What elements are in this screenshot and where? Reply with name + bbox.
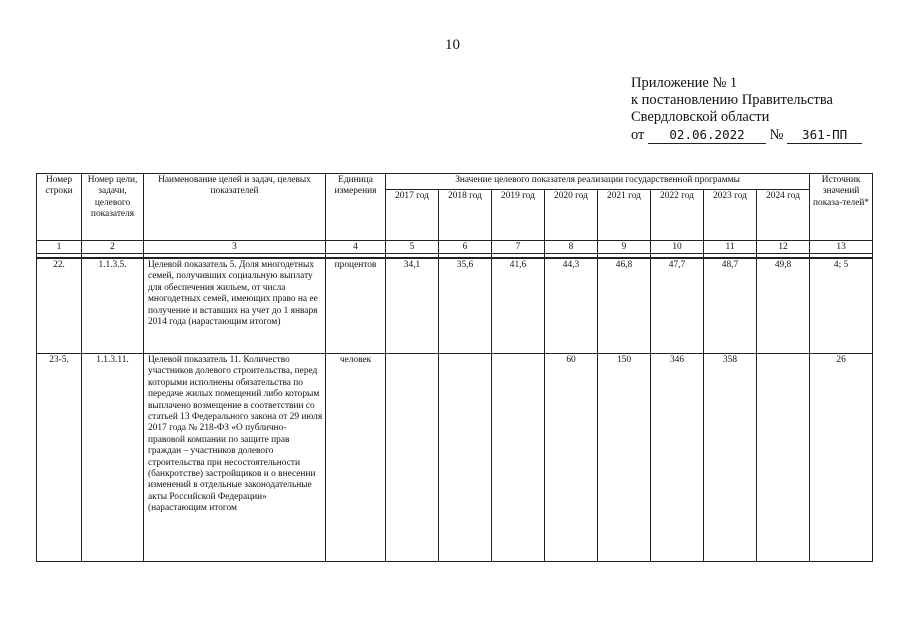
appendix-decree-line: к постановлению Правительства bbox=[631, 92, 833, 108]
header-row-no: Номер строки bbox=[37, 174, 82, 241]
column-number: 1 bbox=[37, 241, 82, 254]
year-value bbox=[386, 354, 439, 562]
year-value: 49,8 bbox=[757, 258, 810, 354]
header-year: 2018 год bbox=[439, 190, 492, 241]
header-year: 2019 год bbox=[492, 190, 545, 241]
header-year: 2020 год bbox=[545, 190, 598, 241]
year-value: 150 bbox=[598, 354, 651, 562]
year-value: 41,6 bbox=[492, 258, 545, 354]
column-number: 12 bbox=[757, 241, 810, 254]
unit: человек bbox=[326, 354, 386, 562]
goal-number: 1.1.3.11. bbox=[82, 354, 144, 562]
appendix-title: Приложение № 1 bbox=[631, 75, 738, 91]
column-number: 10 bbox=[651, 241, 704, 254]
header-year: 2023 год bbox=[704, 190, 757, 241]
header-year: 2024 год bbox=[757, 190, 810, 241]
year-value: 60 bbox=[545, 354, 598, 562]
unit: процентов bbox=[326, 258, 386, 354]
indicator-name: Целевой показатель 5. Доля многодетных семей, получивших социальную выплату для обеспечения жильем, от числа многодетных семей, имеющих право на ее получение и вставших на учет до 1 января 2014 года (нарастающим итогом) bbox=[144, 258, 326, 354]
column-number: 5 bbox=[386, 241, 439, 254]
year-value bbox=[757, 354, 810, 562]
row-number: 22. bbox=[37, 258, 82, 354]
table-row bbox=[37, 258, 873, 354]
column-number: 9 bbox=[598, 241, 651, 254]
page-number: 10 bbox=[445, 37, 460, 53]
indicator-name: Целевой показатель 11. Количество участников долевого строительства, перед которыми исполнены обязательства по передаче жилых помещений либо которым выплачено возмещение в соответствии со статьей 13 Федерального закона от 29 июля 2017 года № 218-ФЗ «О публично-правовой компании по защите прав граждан – участников долевого строительства при несостоятельности (банкротстве) застройщиков и о внесении изменений в отдельные законодательные акты Российской Федерации» (нарастающим итогом bbox=[144, 354, 326, 562]
header-row bbox=[37, 174, 873, 190]
source: 26 bbox=[810, 354, 873, 562]
header-goal-no: Номер цели, задачи, целевого показателя bbox=[82, 174, 144, 241]
year-value: 34,1 bbox=[386, 258, 439, 354]
header-year: 2017 год bbox=[386, 190, 439, 241]
year-value: 346 bbox=[651, 354, 704, 562]
column-number: 2 bbox=[82, 241, 144, 254]
year-value: 48,7 bbox=[704, 258, 757, 354]
number-label: № bbox=[769, 127, 784, 143]
column-number: 13 bbox=[810, 241, 873, 254]
year-value: 44,3 bbox=[545, 258, 598, 354]
header-source: Источник значений показа-телей* bbox=[810, 174, 873, 241]
year-value bbox=[492, 354, 545, 562]
year-value bbox=[439, 354, 492, 562]
column-number: 7 bbox=[492, 241, 545, 254]
indicators-table bbox=[36, 173, 873, 562]
header-value-group: Значение целевого показателя реализации государственной программы bbox=[386, 174, 810, 190]
decree-number: 361-ПП bbox=[787, 126, 862, 144]
year-value: 47,7 bbox=[651, 258, 704, 354]
year-value: 46,8 bbox=[598, 258, 651, 354]
from-label: от bbox=[631, 127, 645, 143]
header-year: 2021 год bbox=[598, 190, 651, 241]
column-number: 11 bbox=[704, 241, 757, 254]
header-name: Наименование целей и задач, целевых показателей bbox=[144, 174, 326, 241]
goal-number: 1.1.3.5. bbox=[82, 258, 144, 354]
decree-date: 02.06.2022 bbox=[648, 126, 766, 144]
appendix-date-line bbox=[631, 126, 862, 144]
table-row bbox=[37, 354, 873, 562]
appendix-header bbox=[631, 75, 862, 144]
column-number: 8 bbox=[545, 241, 598, 254]
year-value: 358 bbox=[704, 354, 757, 562]
column-number: 6 bbox=[439, 241, 492, 254]
header-unit: Единица измерения bbox=[326, 174, 386, 241]
year-value: 35,6 bbox=[439, 258, 492, 354]
source: 4; 5 bbox=[810, 258, 873, 354]
appendix-region-line: Свердловской области bbox=[631, 109, 770, 125]
column-number: 4 bbox=[326, 241, 386, 254]
header-year: 2022 год bbox=[651, 190, 704, 241]
row-number: 23-5. bbox=[37, 354, 82, 562]
column-number: 3 bbox=[144, 241, 326, 254]
column-numbers-row bbox=[37, 241, 873, 254]
